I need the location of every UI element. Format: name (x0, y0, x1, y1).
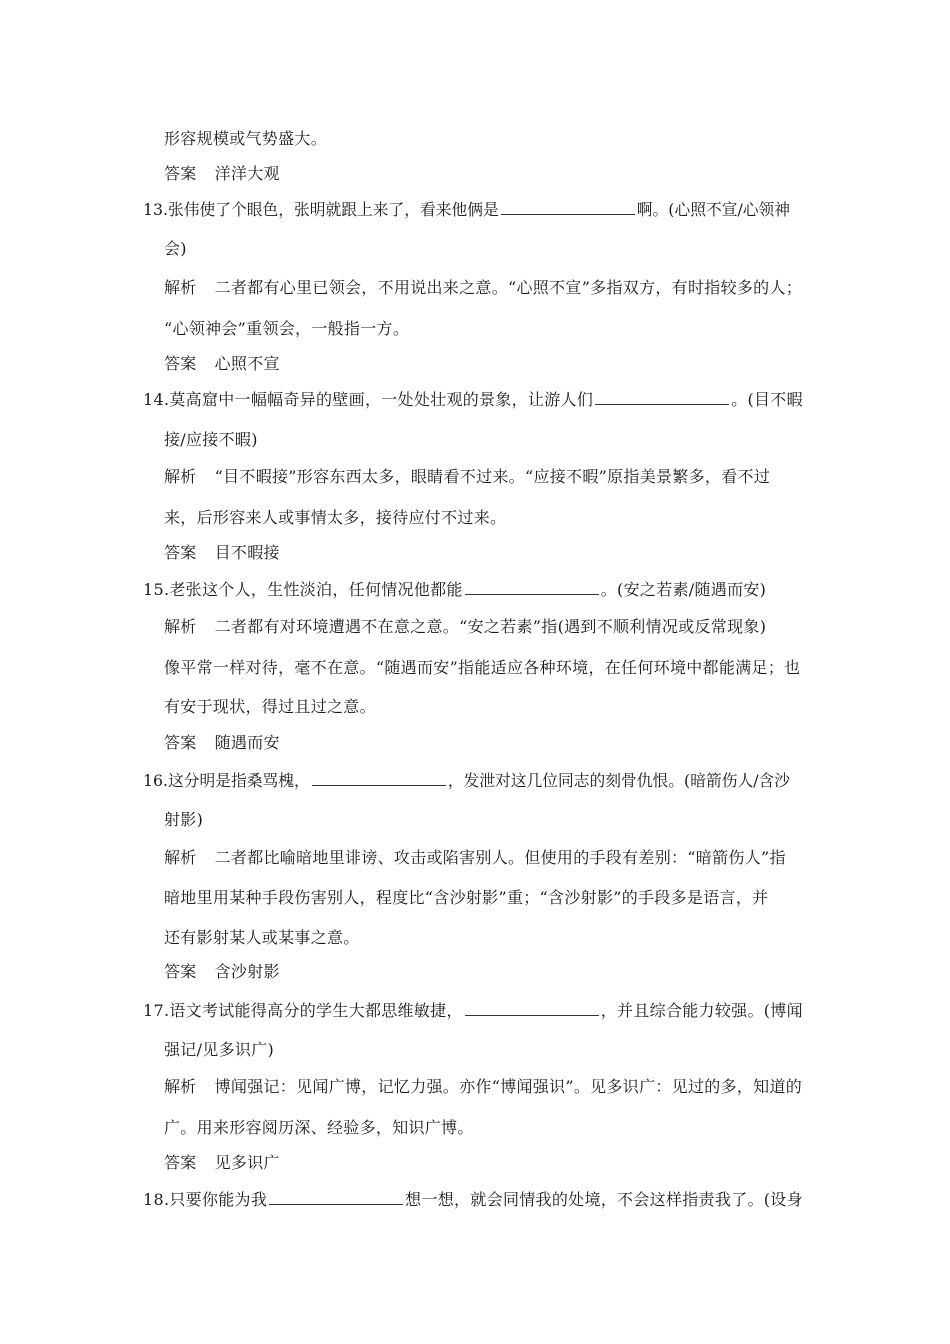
analysis-label: 解析 (164, 617, 197, 636)
question-16 (143, 771, 790, 791)
analysis-label: 解析 (164, 848, 197, 867)
question-18 (143, 1190, 803, 1210)
question-options: 。(目不暇 (731, 390, 803, 409)
analysis-text: “目不暇接”形容东西太多，眼睛看不过来。“应接不暇”原指美景繁多，看不过 (214, 467, 771, 486)
answer-text: 心照不宣 (214, 354, 280, 373)
analysis-text: 二者都有对环境遭遇不在意之意。“安之若素”指(遇到不顺利情况或反常现象) (214, 617, 767, 636)
answer-label: 答案 (164, 354, 197, 373)
analysis-15-cont: 像平常一样对待，毫不在意。“随遇而安”指能适应各种环境，在任何环境中都能满足；也 (164, 658, 801, 677)
analysis-14 (164, 467, 770, 487)
question-text: 18.只要你能为我 (143, 1190, 268, 1209)
analysis-15-cont: 有安于现状，得过且过之意。 (164, 697, 376, 716)
question-13 (143, 200, 790, 220)
question-text: 15.老张这个人，生性淡泊，任何情况他都能 (143, 580, 463, 599)
answer-text: 目不暇接 (214, 543, 280, 562)
question-14 (143, 390, 803, 410)
question-16-wrap: 射影) (164, 810, 204, 829)
answer-16 (164, 962, 280, 982)
analysis-15 (164, 617, 766, 637)
text-line: 形容规模或气势盛大。 (164, 129, 328, 148)
analysis-text: 二者都有心里已领会，不用说出来之意。“心照不宣”多指双方，有时指较多的人； (214, 278, 803, 297)
question-17-wrap: 强记/见多识广) (164, 1040, 275, 1059)
question-text: 17.语文考试能得高分的学生大都思维敏捷， (143, 1001, 463, 1020)
answer-text: 洋洋大观 (214, 164, 280, 183)
analysis-13-cont: “心领神会”重领会，一般指一方。 (164, 319, 410, 338)
question-13-wrap: 会) (164, 239, 187, 258)
question-options: ，发泄对这几位同志的刻骨仇恨。(暗箭伤人/含沙 (447, 771, 791, 790)
answer-label: 答案 (164, 962, 197, 981)
analysis-text: 博闻强记：见闻广博，记忆力强。亦作“博闻强识”。见多识广：见过的多，知道的 (214, 1077, 803, 1096)
question-options: ，并且综合能力较强。(博闻 (600, 1001, 803, 1020)
analysis-16-cont: 暗地里用某种手段伤害别人，程度比“含沙射影”重；“含沙射影”的手段多是语言，并 (164, 888, 769, 907)
answer-17 (164, 1153, 280, 1173)
analysis-17 (164, 1077, 802, 1097)
question-options: 。(安之若素/随遇而安) (600, 580, 767, 599)
fill-blank (595, 390, 729, 405)
analysis-17-cont: 广。用来形容阅历深、经验多，知识广博。 (164, 1118, 474, 1137)
fill-blank (312, 771, 446, 786)
analysis-13 (164, 278, 802, 298)
answer-label: 答案 (164, 1153, 197, 1172)
answer-text: 含沙射影 (214, 962, 280, 981)
answer-13 (164, 354, 280, 374)
fill-blank (465, 1001, 599, 1016)
question-14-wrap: 接/应接不暇) (164, 430, 258, 449)
answer-14 (164, 543, 280, 563)
question-text: 14.莫高窟中一幅幅奇异的壁画，一处处壮观的景象，让游人们 (143, 390, 594, 409)
question-15 (143, 580, 766, 600)
question-text: 16.这分明是指桑骂槐， (143, 771, 310, 790)
answer-text: 见多识广 (214, 1153, 280, 1172)
fill-blank (465, 580, 599, 595)
answer-15 (164, 733, 280, 753)
question-17 (143, 1001, 803, 1021)
analysis-14-cont: 来，后形容来人或事情太多，接待应付不过来。 (164, 508, 507, 527)
fill-blank (501, 200, 635, 215)
question-options: 啊。(心照不宣/心领神 (636, 200, 790, 219)
answer-label: 答案 (164, 733, 197, 752)
analysis-label: 解析 (164, 1077, 197, 1096)
fill-blank (269, 1190, 403, 1205)
question-options: 想一想，就会同情我的处境，不会这样指责我了。(设身 (405, 1190, 803, 1209)
analysis-text: 二者都比喻暗地里诽谤、攻击或陷害别人。但使用的手段有差别：“暗箭伤人”指 (214, 848, 786, 867)
answer-text: 随遇而安 (214, 733, 280, 752)
answer-label: 答案 (164, 543, 197, 562)
analysis-label: 解析 (164, 278, 197, 297)
question-text: 13.张伟使了个眼色，张明就跟上来了，看来他俩是 (143, 200, 499, 219)
analysis-label: 解析 (164, 467, 197, 486)
analysis-16 (164, 848, 786, 868)
answer-label: 答案 (164, 164, 197, 183)
analysis-16-cont: 还有影射某人或某事之意。 (164, 928, 360, 947)
answer-line (164, 164, 280, 184)
